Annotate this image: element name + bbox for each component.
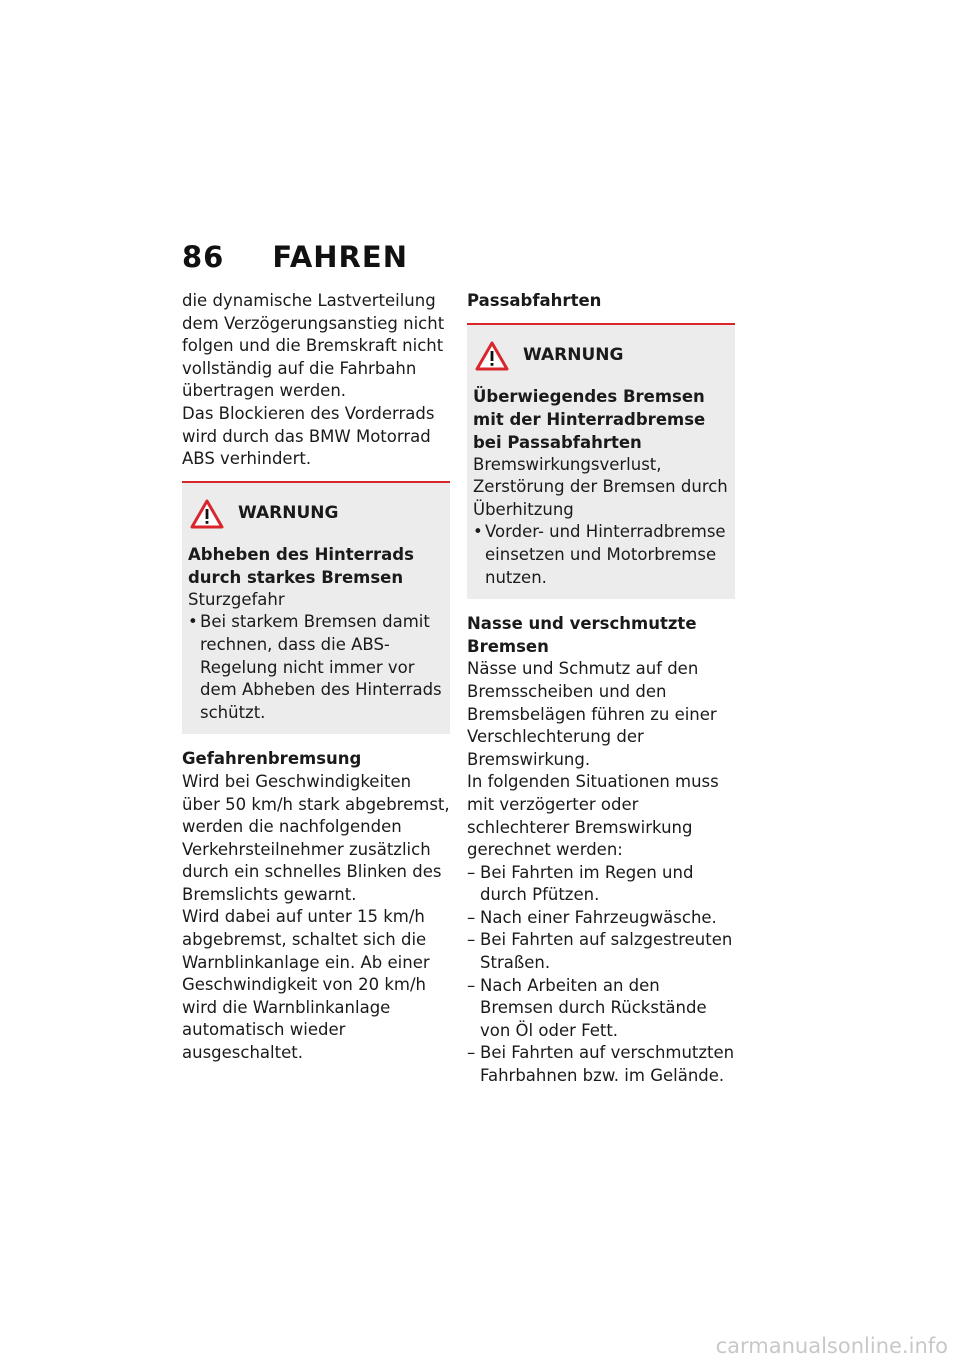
warning-action-item: • Vorder- und Hinterradbremse einsetzen und Motorbremse nutzen. [473,521,729,589]
section-heading-pass-descent: Passabfahrten [467,291,602,310]
list-item: – Bei Fahrten auf verschmutzten Fahrbahnen bzw. im Gelände. [467,1042,735,1087]
warning-label: WARNUNG [238,503,339,524]
warning-box [467,323,735,600]
list-item: – Bei Fahrten auf salzgestreuten Straßen. [467,929,735,974]
emergency-paragraph-1: Wird bei Geschwindigkeiten über 50 km/h stark abgebremst, werden die nachfolgenden Verkehrsteilnehmer zusätzlich durch ein schnelles Blinken des Bremslichts gewarnt. [182,771,450,904]
wet-brakes-paragraph-2: In folgenden Situationen muss mit verzögerter oder schlechterer Bremswirkung gerechnet werden: [467,772,719,860]
emergency-paragraph-2: Wird dabei auf unter 15 km/h abgebremst, schaltet sich die Warnblinkanlage ein. Ab einer Geschwindigkeit von 20 km/h wird die Warnblinkanlage automatisch wieder ausgeschaltet. [182,907,430,1063]
warning-triangle-icon [190,499,224,529]
section-heading-emergency-braking: Gefahrenbremsung [182,749,362,769]
list-item: – Nach einer Fahrzeugwäsche. [467,907,735,930]
abs-paragraph: Das Blockieren des Vorderrads wird durch das BMW Motorrad ABS verhindert. [182,403,435,469]
intro-paragraph: die dynamische Lastverteilung dem Verzögerungsanstieg nicht folgen und die Bremskraft nicht vollständig auf die Fahrbahn übertragen werden. [182,291,445,401]
warning-label: WARNUNG [523,345,624,366]
section-heading-wet-brakes: Nasse und verschmutzte Bremsen [467,614,697,656]
warning-box [182,481,450,735]
warning-title [473,341,729,371]
page-header [182,240,408,274]
warning-risk: Sturzgefahr [188,589,285,609]
list-item: – Bei Fahrten im Regen und durch Pfützen. [467,862,735,907]
list-item: – Nach Arbeiten an den Bremsen durch Rückstände von Öl oder Fett. [467,975,735,1043]
warning-title [188,499,444,529]
chapter-title: FAHREN [272,240,408,274]
left-column [182,290,450,1065]
situations-list [467,862,735,1088]
page-number: 86 [182,240,225,274]
warning-risk: Bremswirkungsverlust, Zerstörung der Bremsen durch Überhitzung [473,454,728,519]
warning-triangle-icon [475,341,509,371]
warning-actions [188,611,444,724]
right-column [467,290,735,1088]
warning-action-item: • Bei starkem Bremsen damit rechnen, dass die ABS-Regelung nicht immer vor dem Abheben des Hinterrads schützt. [188,611,444,724]
warning-heading: Abheben des Hinterrads durch starkes Bremsen [188,544,414,587]
warning-actions [473,521,729,589]
watermark-text: carmanualsonline.info [715,1334,948,1358]
warning-heading: Überwiegendes Bremsen mit der Hinterradbremse bei Passabfahrten [473,386,706,452]
wet-brakes-paragraph-1: Nässe und Schmutz auf den Bremsscheiben und den Bremsbelägen führen zu einer Verschlechterung der Bremswirkung. [467,659,717,769]
